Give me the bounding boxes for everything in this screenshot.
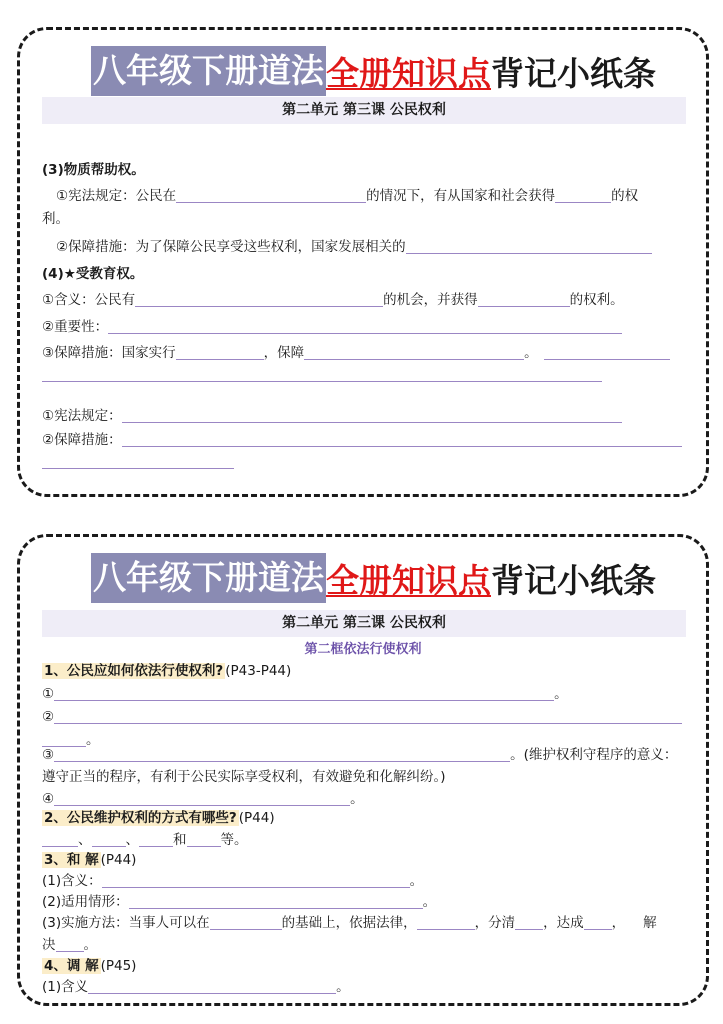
text: ①宪法规定： (42, 408, 122, 424)
section-subtitle: 第二框依法行使权利 (304, 642, 422, 657)
note: (维护权利守程序的意义： (523, 747, 678, 763)
line-constitution-2 (42, 407, 622, 425)
answer-3-2 (42, 893, 436, 911)
answer-3-note: 遵守正当的程序，有利于公民实际享受权利，有效避免和化解纠纷。) (42, 769, 446, 785)
fill-blank[interactable] (304, 346, 524, 360)
fill-blank[interactable] (139, 833, 173, 847)
fill-blank[interactable] (54, 748, 510, 762)
answer-3-1 (42, 872, 423, 890)
text: 、 (125, 832, 139, 848)
fill-blank[interactable] (515, 916, 543, 930)
page-ref: (P45) (100, 958, 137, 974)
text: ， (611, 915, 626, 931)
text: (2)适用情形： (42, 894, 129, 910)
text: ①宪法规定：公民在 (56, 188, 177, 204)
line-constitution-1 (56, 187, 638, 205)
fill-blank[interactable] (54, 687, 554, 701)
text: ，达成 (543, 915, 584, 931)
fill-blank[interactable] (176, 346, 264, 360)
text: ④ (42, 791, 55, 807)
text: ，保障 (263, 345, 305, 361)
banner-title (91, 553, 656, 603)
fill-blank[interactable] (129, 895, 423, 909)
fill-blank[interactable] (122, 409, 622, 423)
line-importance (42, 318, 622, 336)
fill-blank[interactable] (176, 189, 366, 203)
fill-blank[interactable] (122, 433, 682, 447)
text: 决 (42, 937, 56, 953)
fill-blank[interactable] (584, 916, 612, 930)
text: ① (42, 686, 55, 702)
text: ② (42, 709, 55, 725)
page-ref: (P43-P44) (225, 663, 292, 679)
text: 。 (336, 979, 350, 995)
text: ③保障措施：国家实行 (42, 345, 176, 361)
fill-blank[interactable] (406, 240, 652, 254)
text: ，分清 (474, 915, 516, 931)
answer-3 (42, 746, 677, 764)
question-3-title: 3、和 解 (44, 852, 99, 868)
heading-education: (4)★受教育权。 (42, 266, 144, 282)
question-3-heading (42, 851, 136, 869)
text: 的基础上，依据法律， (281, 915, 417, 931)
heading-material-aid: (3)物质帮助权。 (42, 162, 145, 178)
banner-part-1: 八年级下册道法 (91, 553, 326, 603)
banner-part-3: 背记小纸条 (491, 53, 656, 93)
fill-blank[interactable] (210, 916, 282, 930)
line-constitution-1-cont: 利。 (42, 211, 69, 227)
text: 。 (86, 732, 100, 748)
fill-blank[interactable] (555, 189, 611, 203)
fill-blank[interactable] (56, 938, 84, 952)
question-4-heading (42, 957, 136, 975)
text: 等。 (220, 832, 248, 848)
fill-blank[interactable] (54, 792, 350, 806)
banner-title (91, 46, 656, 96)
text: (3)实施方法：当事人可以在 (42, 915, 210, 931)
text: ②重要性： (42, 319, 109, 335)
banner-part-3: 背记小纸条 (491, 560, 656, 600)
fill-line[interactable] (42, 381, 602, 382)
banner-part-2: 全册知识点 (326, 53, 491, 93)
line-guarantee-2 (42, 344, 670, 362)
fill-blank[interactable] (42, 733, 86, 747)
text: ②保障措施： (42, 432, 122, 448)
question-2-title: 2、公民维护权利的方式有哪些? (44, 810, 237, 826)
text: 、 (78, 832, 92, 848)
answer-4-1 (42, 978, 350, 996)
page-ref: (P44) (100, 852, 137, 868)
text: (1)含义： (42, 873, 102, 889)
answer-4 (42, 790, 364, 808)
text: 的权利。 (569, 292, 624, 308)
fill-blank[interactable] (187, 833, 221, 847)
line-guarantee-3 (42, 431, 682, 449)
text: 的情况下，有从国家和社会获得 (366, 188, 556, 204)
answer-1 (42, 685, 568, 703)
answer-ways (42, 831, 248, 849)
question-1-heading (42, 662, 291, 680)
question-4-title: 4、调 解 (44, 958, 99, 974)
unit-title-bar: 第二单元 第三课 公民权利 (42, 97, 686, 124)
fill-blank[interactable] (135, 293, 383, 307)
unit-title-bar: 第二单元 第三课 公民权利 (42, 610, 686, 637)
text: 。 (350, 791, 364, 807)
text: ②保障措施：为了保障公民享受这些权利，国家发展相关的 (56, 239, 406, 255)
text: ③ (42, 747, 55, 763)
banner-part-2: 全册知识点 (326, 560, 491, 600)
fill-blank[interactable] (108, 320, 622, 334)
text: 。 (83, 937, 97, 953)
fill-blank[interactable] (478, 293, 570, 307)
question-1-title: 1、公民应如何依法行使权利? (44, 663, 224, 679)
text: 。 (524, 345, 538, 361)
text: (1)含义 (42, 979, 89, 995)
text: 。 (554, 686, 568, 702)
notes-card-2 (17, 534, 709, 1006)
fill-blank[interactable] (42, 833, 78, 847)
text: 。 (510, 747, 524, 763)
answer-3-3 (42, 914, 657, 932)
notes-card-1 (17, 27, 709, 497)
answer-3-3-cont (42, 936, 97, 954)
text: 的机会，并获得 (383, 292, 478, 308)
text: 。 (422, 894, 437, 910)
fill-blank[interactable] (88, 980, 336, 994)
text: 和 (173, 832, 187, 848)
text: 的权 (611, 188, 639, 204)
fill-blank[interactable] (544, 346, 670, 360)
answer-2 (42, 708, 682, 726)
fill-blank[interactable] (92, 833, 126, 847)
text: 。 (409, 873, 424, 889)
line-guarantee-1 (56, 238, 652, 256)
line-meaning (42, 291, 624, 309)
fill-blank[interactable] (54, 710, 682, 724)
text: 解 (643, 915, 657, 931)
fill-line[interactable] (42, 468, 234, 469)
page-ref: (P44) (238, 810, 275, 826)
question-2-heading (42, 809, 275, 827)
banner-part-1: 八年级下册道法 (91, 46, 326, 96)
text: ①含义：公民有 (42, 292, 136, 308)
fill-blank[interactable] (417, 916, 475, 930)
fill-blank[interactable] (102, 874, 410, 888)
